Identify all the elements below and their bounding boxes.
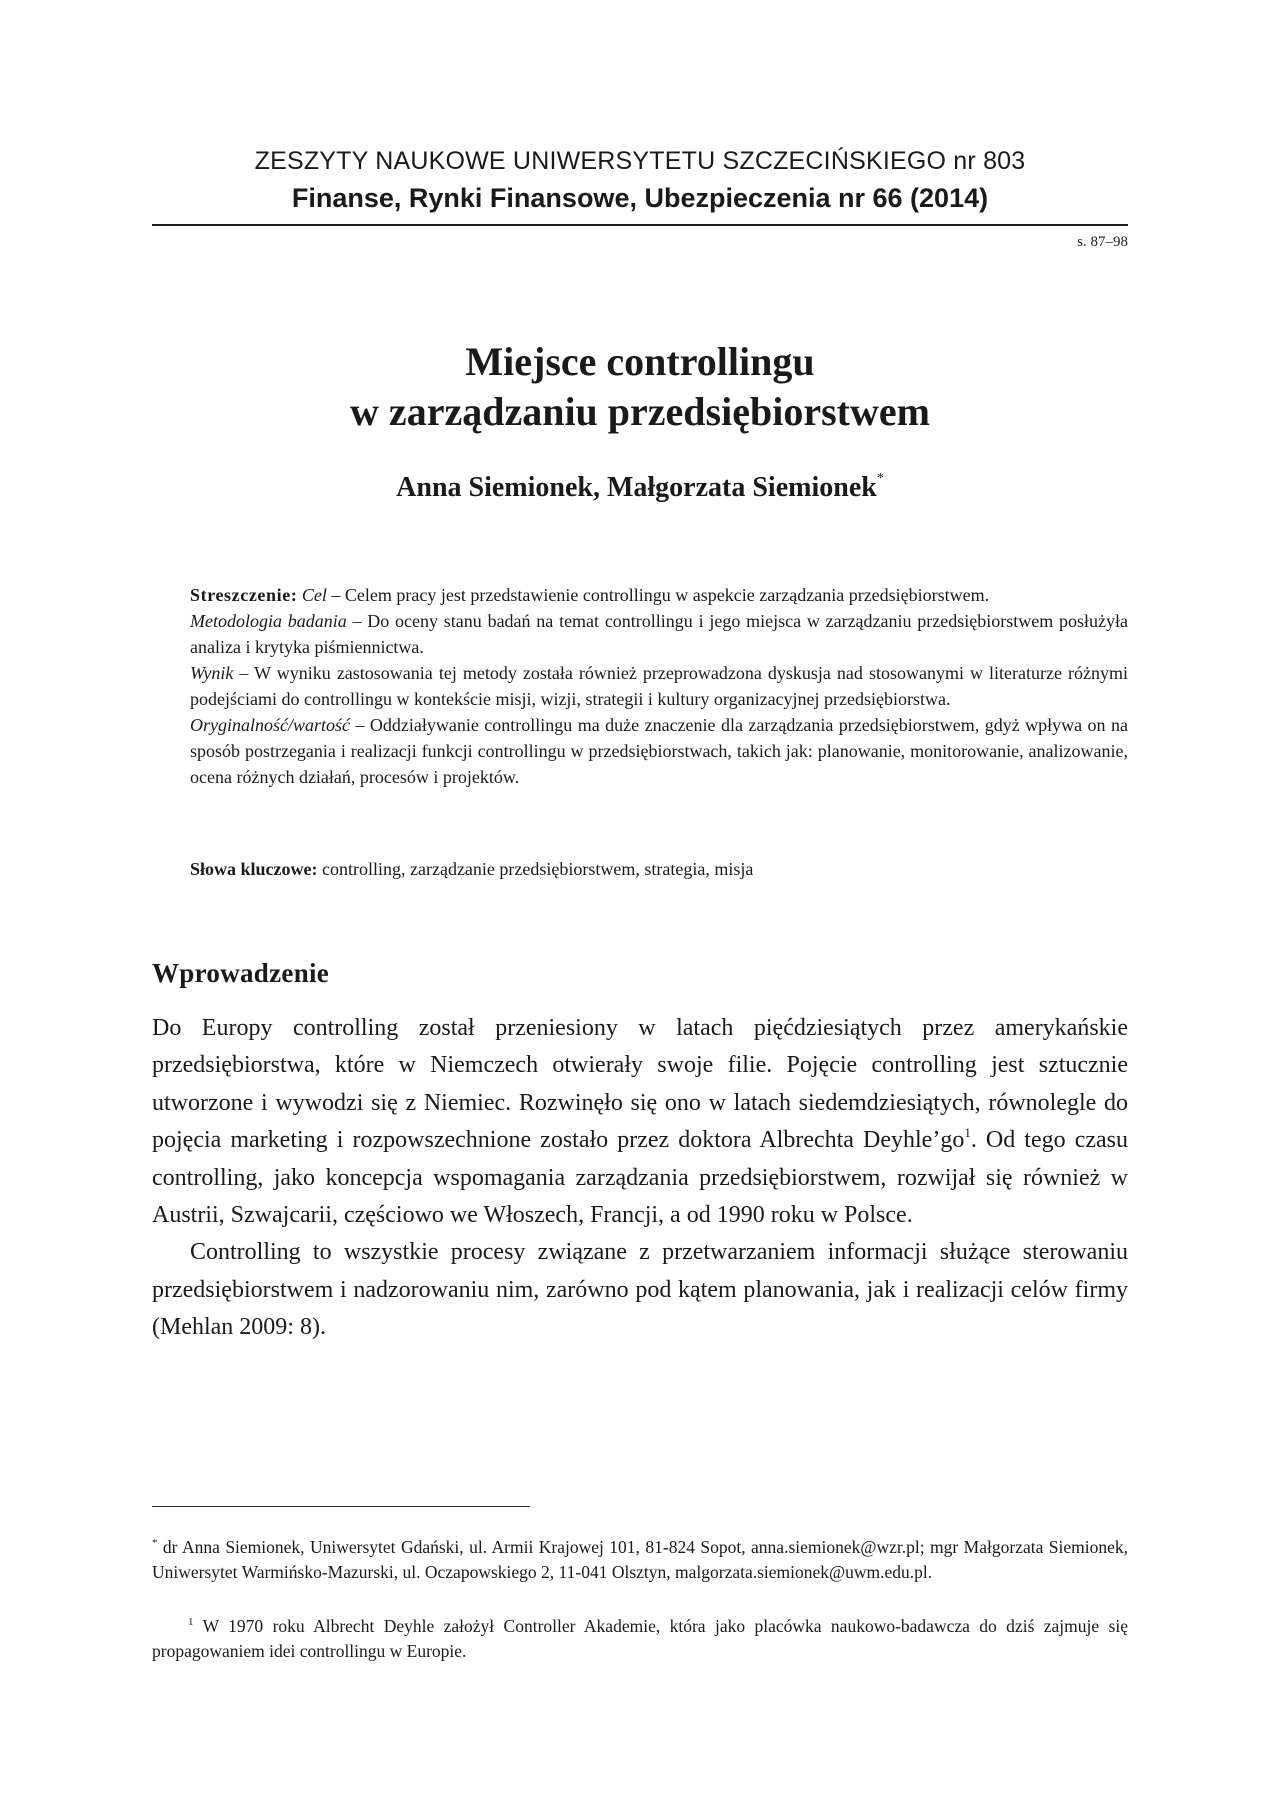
- footnote-authors: [152, 1535, 1128, 1584]
- abstract-metodologia-text: – Do oceny stanu badań na temat controllingu i jego miejsca w zarządzaniu przedsiębiorstwem posłużyła analiza i krytyka piśmiennictwa.: [190, 611, 1128, 657]
- abstract-oryginalnosc-label: Oryginalność/wartość: [190, 715, 350, 735]
- abstract-metodologia: [190, 608, 1128, 660]
- article-authors: [150, 471, 1130, 504]
- footnote-1-mark: 1: [188, 1616, 194, 1628]
- abstract-wynik-text: – W wyniku zastosowania tej metody została również przeprowadzona dyskusja nad stosowanymi w literaturze różnymi podejściami do controllingu w kontekście misji, wizji, strategii i kultury organizacyjnej przedsiębiorstwa.: [190, 663, 1128, 709]
- section-heading: Wprowadzenie: [152, 958, 330, 988]
- footnote-authors-mark: *: [152, 1537, 158, 1549]
- abstract-cel: [190, 582, 1128, 608]
- authors-names: Anna Siemionek, Małgorzata Siemionek: [396, 472, 877, 503]
- abstract: [190, 582, 1128, 790]
- header-rule: [152, 224, 1128, 226]
- abstract-wynik: [190, 660, 1128, 712]
- journal-title: Finanse, Rynki Finansowe, Ubezpieczenia nr 66 (2014): [291, 183, 989, 213]
- section-body: [152, 1010, 1128, 1347]
- body-paragraph-1: [152, 1010, 1128, 1234]
- footnote-1-text: W 1970 roku Albrecht Deyhle założył Controller Akademie, która jako placówka naukowo-badawcza do dziś zajmuje się propagowaniem idei controllingu w Europie.: [152, 1616, 1128, 1661]
- article-title: [150, 337, 1130, 437]
- article-title-line-2: w zarządzaniu przedsiębiorstwem: [350, 389, 930, 434]
- footnote-1: [152, 1614, 1128, 1663]
- abstract-metodologia-label: Metodologia badania: [190, 611, 347, 631]
- article-title-line-1: Miejsce controllingu: [465, 339, 815, 384]
- abstract-cel-label: Cel: [301, 585, 327, 605]
- abstract-oryginalnosc-text: – Oddziaływanie controllingu ma duże znaczenie dla zarządzania przedsiębiorstwem, gdyż wpływa on na sposób postrzegania i realizacji funkcji controllingu w przedsiębiorstwach, takich jak: planowanie, monitorowanie, analizowanie, ocena różnych działań, procesów i projektów.: [190, 715, 1128, 787]
- body-paragraph-2: Controlling to wszystkie procesy związane z przetwarzaniem informacji służące sterowaniu przedsiębiorstwem i nadzorowaniu nim, zarówno pod kątem planowania, jak i realizacji celów firmy (Mehlan 2009: 8).: [152, 1239, 1128, 1341]
- page-range: s. 87–98: [1077, 234, 1128, 250]
- keywords: [190, 859, 1128, 880]
- abstract-label: Streszczenie:: [190, 585, 298, 605]
- footnote-authors-text: dr Anna Siemionek, Uniwersytet Gdański, ul. Armii Krajowej 101, 81-824 Sopot, anna.siemionek@wzr.pl; mgr Małgorzata Siemionek, Uniwersytet Warmińsko-Mazurski, ul. Oczapowskiego 2, 11-041 Olsztyn, malgorzata.siemionek@uwm.edu.pl.: [152, 1537, 1128, 1582]
- body-paragraph-1-part-b: . Od tego czasu controlling, jako koncepcja wspomagania zarządzania przedsiębiorstwem, rozwijał się również w Austrii, Szwajcarii, częściowo we Włoszech, Francji, a od 1990 roku w Polsce.: [152, 1127, 1128, 1229]
- author-footnote-mark: *: [876, 471, 884, 486]
- abstract-wynik-label: Wynik: [190, 663, 234, 683]
- keywords-label: Słowa kluczowe:: [190, 859, 318, 879]
- abstract-cel-text: – Celem pracy jest przedstawienie controllingu w aspekcie zarządzania przedsiębiorstwem.: [326, 585, 990, 605]
- keywords-text: controlling, zarządzanie przedsiębiorstwem, strategia, misja: [317, 859, 754, 879]
- journal-series: ZESZYTY NAUKOWE UNIWERSYTETU SZCZECIŃSKIEGO nr 803: [254, 147, 1026, 175]
- footnote-rule: [152, 1506, 530, 1507]
- body-paragraph-1-part-a: Do Europy controlling został przeniesiony w latach pięćdziesiątych przez amerykańskie przedsiębiorstwa, które w Niemczech otwierały swoje filie. Pojęcie controlling jest sztucznie utworzone i wywodzi się z Niemiec. Rozwinęło się ono w latach siedemdziesiątych, równolegle do pojęcia marketing i rozpowszechnione zostało przez doktora Albrechta Deyhle’go: [152, 1015, 1128, 1154]
- abstract-oryginalnosc: [190, 712, 1128, 790]
- footnote-ref-1: 1: [964, 1125, 971, 1141]
